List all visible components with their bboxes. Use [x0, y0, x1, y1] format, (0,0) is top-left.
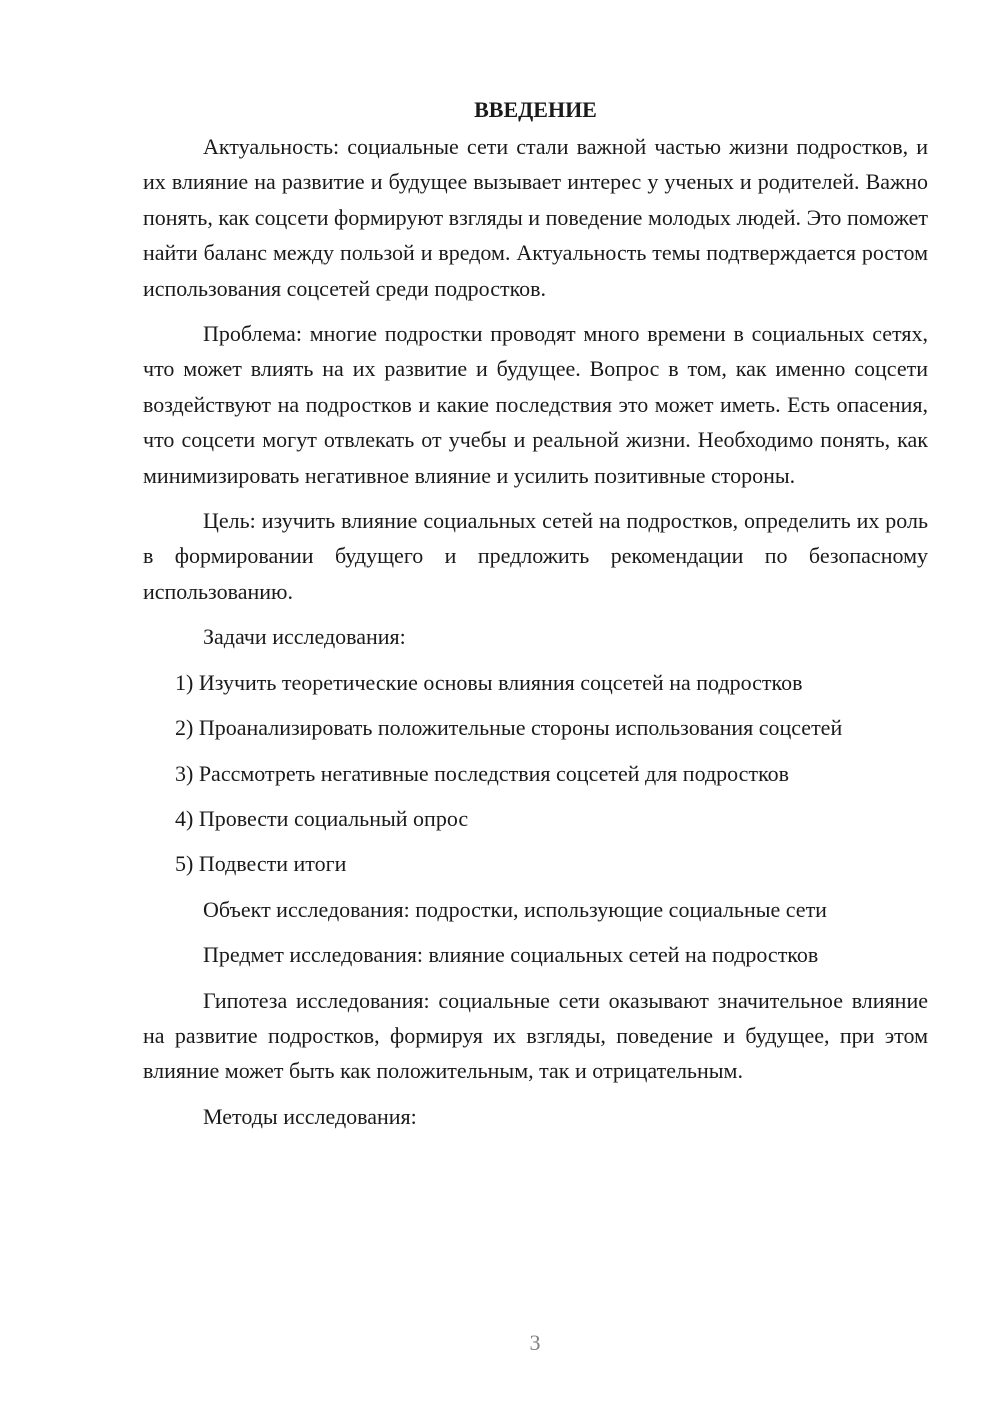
- tasks-heading: Задачи исследования:: [203, 624, 406, 650]
- paragraph-goal: Цель: изучить влияние социальных сетей на подростков, определить их роль в формировании будущего и предложить рекомендации по безопасному использованию.: [143, 508, 928, 604]
- paragraph-relevance: Актуальность: социальные сети стали важной частью жизни подростков, и их влияние на развитие и будущее вызывает интерес у ученых и родителей. Важно понять, как соцсети формируют взгляды и поведение молодых людей. Это поможет найти баланс между пользой и вредом. Актуальность темы подтверждается ростом использования соцсетей среди подростков.: [143, 134, 928, 301]
- paragraph-subject: Предмет исследования: влияние социальных сетей на подростков: [203, 942, 819, 968]
- task-item-2: 2) Проанализировать положительные стороны использования соцсетей: [175, 715, 843, 741]
- page-number: 3: [529, 1330, 541, 1355]
- task-item-3: 3) Рассмотреть негативные последствия соцсетей для подростков: [175, 760, 790, 786]
- methods-heading: Методы исследования:: [203, 1103, 417, 1129]
- paragraph-hypothesis: Гипотеза исследования: социальные сети оказывают значительное влияние на развитие подростков, формируя их взгляды, поведение и будущее, при этом влияние может быть как положительным, так и отрицательным.: [143, 987, 928, 1084]
- task-item-4: 4) Провести социальный опрос: [175, 805, 469, 831]
- task-item-1: 1) Изучить теоретические основы влияния соцсетей на подростков: [175, 669, 803, 695]
- section-title: ВВЕДЕНИЕ: [474, 97, 597, 122]
- paragraph-object: Объект исследования: подростки, использующие социальные сети: [203, 896, 827, 922]
- task-item-5: 5) Подвести итоги: [175, 851, 347, 877]
- paragraph-problem: Проблема: многие подростки проводят много времени в социальных сетях, что может влиять на их развитие и будущее. Вопрос в том, как именно соцсети воздействуют на подростков и какие последствия это может иметь. Есть опасения, что соцсети могут отвлекать от учебы и реальной жизни. Необходимо понять, как минимизировать негативное влияние и усилить позитивные стороны.: [143, 321, 928, 488]
- document-page: [143, 92, 928, 1144]
